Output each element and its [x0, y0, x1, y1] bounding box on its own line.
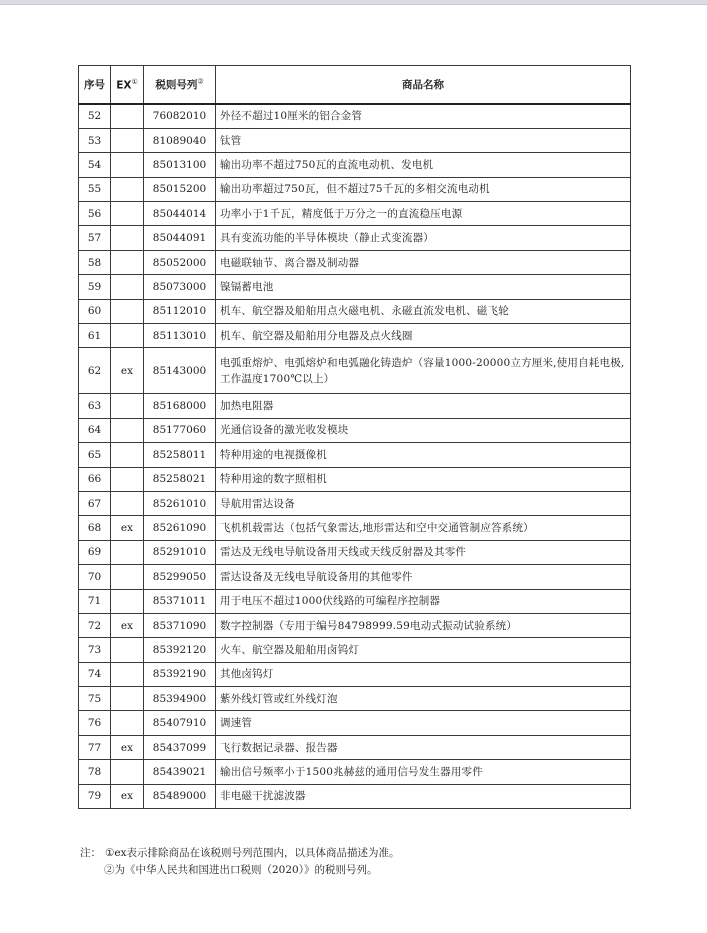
- cell-serial-no: 67: [79, 491, 111, 515]
- table-row: [79, 250, 631, 274]
- cell-serial-no: 62: [79, 348, 111, 394]
- table-body: [79, 104, 631, 809]
- footnote-2: ②为《中华人民共和国进出口税则（2020）》的税则号列。: [104, 864, 378, 876]
- table-row: [79, 324, 631, 348]
- table-row: [79, 202, 631, 226]
- cell-goods-name: 输出功率不超过750瓦的直流电动机、发电机: [216, 153, 631, 177]
- table-row: [79, 299, 631, 323]
- cell-ex: [111, 540, 144, 564]
- table-row: [79, 153, 631, 177]
- cell-goods-name: 紫外线灯管或红外线灯泡: [216, 687, 631, 711]
- cell-tariff-code: 85407910: [144, 711, 216, 735]
- cell-ex: [111, 299, 144, 323]
- table-row: [79, 177, 631, 201]
- cell-ex: [111, 104, 144, 128]
- cell-ex: ex: [111, 784, 144, 808]
- cell-goods-name: 飞行数据记录器、报告器: [216, 735, 631, 759]
- table-row: [79, 662, 631, 686]
- table-row: [79, 275, 631, 299]
- cell-ex: [111, 177, 144, 201]
- cell-goods-name: 功率小于1千瓦，精度低于万分之一的直流稳压电源: [216, 202, 631, 226]
- cell-ex: [111, 491, 144, 515]
- table-row: [79, 516, 631, 540]
- cell-ex: [111, 226, 144, 250]
- table-row: [79, 418, 631, 442]
- cell-serial-no: 57: [79, 226, 111, 250]
- table-row: [79, 711, 631, 735]
- cell-ex: [111, 662, 144, 686]
- cell-goods-name: 雷达设备及无线电导航设备用的其他零件: [216, 565, 631, 589]
- cell-ex: [111, 687, 144, 711]
- cell-serial-no: 52: [79, 104, 111, 128]
- table-row: [79, 226, 631, 250]
- cell-goods-name: 加热电阻器: [216, 394, 631, 418]
- cell-goods-name: 机车、航空器及船舶用分电器及点火线圈: [216, 324, 631, 348]
- cell-tariff-code: 85437099: [144, 735, 216, 759]
- cell-tariff-code: 76082010: [144, 104, 216, 128]
- cell-tariff-code: 85113010: [144, 324, 216, 348]
- cell-ex: [111, 202, 144, 226]
- table-row: [79, 613, 631, 637]
- cell-serial-no: 54: [79, 153, 111, 177]
- cell-serial-no: 72: [79, 613, 111, 637]
- cell-serial-no: 75: [79, 687, 111, 711]
- cell-tariff-code: 85044091: [144, 226, 216, 250]
- cell-goods-name: 输出功率超过750瓦，但不超过75千瓦的多相交流电动机: [216, 177, 631, 201]
- table-row: [79, 443, 631, 467]
- document-page: [0, 5, 707, 933]
- cell-tariff-code: 85261090: [144, 516, 216, 540]
- cell-tariff-code: 85013100: [144, 153, 216, 177]
- cell-goods-name: 电磁联轴节、离合器及制动器: [216, 250, 631, 274]
- cell-ex: ex: [111, 348, 144, 394]
- cell-tariff-code: 85168000: [144, 394, 216, 418]
- cell-tariff-code: 85261010: [144, 491, 216, 515]
- cell-goods-name: 具有变流功能的半导体模块（静止式变流器）: [216, 226, 631, 250]
- cell-tariff-code: 85299050: [144, 565, 216, 589]
- cell-goods-name: 调速管: [216, 711, 631, 735]
- table-row: [79, 128, 631, 152]
- cell-serial-no: 74: [79, 662, 111, 686]
- cell-tariff-code: 85112010: [144, 299, 216, 323]
- cell-tariff-code: 85392120: [144, 638, 216, 662]
- cell-serial-no: 76: [79, 711, 111, 735]
- table-row: [79, 760, 631, 784]
- header-goods-name: 商品名称: [216, 66, 631, 105]
- cell-serial-no: 64: [79, 418, 111, 442]
- cell-tariff-code: 85143000: [144, 348, 216, 394]
- cell-tariff-code: 85177060: [144, 418, 216, 442]
- cell-goods-name: 数字控制器（专用于编号84798999.59电动式振动试验系统）: [216, 613, 631, 637]
- table-row: [79, 491, 631, 515]
- cell-tariff-code: 85392190: [144, 662, 216, 686]
- table-row: [79, 687, 631, 711]
- cell-tariff-code: 85371011: [144, 589, 216, 613]
- cell-serial-no: 79: [79, 784, 111, 808]
- cell-goods-name: 飞机机载雷达（包括气象雷达,地形雷达和空中交通管制应答系统）: [216, 516, 631, 540]
- cell-ex: [111, 589, 144, 613]
- cell-goods-name: 用于电压不超过1000伏线路的可编程序控制器: [216, 589, 631, 613]
- table-row: [79, 104, 631, 128]
- cell-goods-name: 机车、航空器及船舶用点火磁电机、永磁直流发电机、磁飞轮: [216, 299, 631, 323]
- cell-goods-name: 钛管: [216, 128, 631, 152]
- cell-ex: ex: [111, 516, 144, 540]
- table-header-row: [79, 66, 631, 105]
- cell-serial-no: 53: [79, 128, 111, 152]
- cell-ex: ex: [111, 735, 144, 759]
- cell-ex: [111, 638, 144, 662]
- table-row: [79, 638, 631, 662]
- cell-goods-name: 导航用雷达设备: [216, 491, 631, 515]
- cell-serial-no: 69: [79, 540, 111, 564]
- cell-tariff-code: 85044014: [144, 202, 216, 226]
- cell-ex: ex: [111, 613, 144, 637]
- table-row: [79, 394, 631, 418]
- cell-serial-no: 61: [79, 324, 111, 348]
- cell-serial-no: 66: [79, 467, 111, 491]
- cell-ex: [111, 250, 144, 274]
- cell-tariff-code: 85394900: [144, 687, 216, 711]
- cell-goods-name: 雷达及无线电导航设备用天线或天线反射器及其零件: [216, 540, 631, 564]
- cell-goods-name: 光通信设备的激光收发模块: [216, 418, 631, 442]
- cell-ex: [111, 565, 144, 589]
- cell-goods-name: 其他卤钨灯: [216, 662, 631, 686]
- cell-serial-no: 55: [79, 177, 111, 201]
- table-row: [79, 589, 631, 613]
- cell-goods-name: 特种用途的电视摄像机: [216, 443, 631, 467]
- footnotes: [80, 845, 400, 879]
- cell-serial-no: 63: [79, 394, 111, 418]
- table-row: [79, 784, 631, 808]
- cell-tariff-code: 85015200: [144, 177, 216, 201]
- cell-goods-name: 特种用途的数字照相机: [216, 467, 631, 491]
- cell-goods-name: 电弧重熔炉、电弧熔炉和电弧融化铸造炉（容量1000-20000立方厘米,使用自耗电极,工作温度1700℃以上）: [216, 348, 631, 394]
- cell-serial-no: 59: [79, 275, 111, 299]
- cell-tariff-code: 85371090: [144, 613, 216, 637]
- cell-goods-name: 非电磁干扰滤波器: [216, 784, 631, 808]
- header-serial-no: 序号: [79, 66, 111, 105]
- cell-serial-no: 70: [79, 565, 111, 589]
- cell-serial-no: 78: [79, 760, 111, 784]
- cell-tariff-code: 85291010: [144, 540, 216, 564]
- cell-serial-no: 58: [79, 250, 111, 274]
- cell-ex: [111, 324, 144, 348]
- header-tariff-code: 税则号列②: [144, 66, 216, 105]
- cell-goods-name: 输出信号频率小于1500兆赫兹的通用信号发生器用零件: [216, 760, 631, 784]
- cell-ex: [111, 443, 144, 467]
- cell-ex: [111, 711, 144, 735]
- table-row: [79, 735, 631, 759]
- footnote-1: 注： ①ex表示排除商品在该税则号列范围内，以具体商品描述为准。: [80, 847, 400, 859]
- cell-ex: [111, 394, 144, 418]
- table-row: [79, 467, 631, 491]
- cell-tariff-code: 85073000: [144, 275, 216, 299]
- cell-tariff-code: 85258021: [144, 467, 216, 491]
- cell-tariff-code: 85052000: [144, 250, 216, 274]
- cell-tariff-code: 81089040: [144, 128, 216, 152]
- cell-serial-no: 65: [79, 443, 111, 467]
- table-row: [79, 348, 631, 394]
- cell-serial-no: 68: [79, 516, 111, 540]
- cell-serial-no: 56: [79, 202, 111, 226]
- cell-ex: [111, 153, 144, 177]
- cell-serial-no: 77: [79, 735, 111, 759]
- cell-tariff-code: 85489000: [144, 784, 216, 808]
- cell-ex: [111, 418, 144, 442]
- header-ex: EX①: [111, 66, 144, 105]
- cell-goods-name: 外径不超过10厘米的铝合金管: [216, 104, 631, 128]
- cell-tariff-code: 85258011: [144, 443, 216, 467]
- cell-serial-no: 60: [79, 299, 111, 323]
- cell-ex: [111, 128, 144, 152]
- cell-tariff-code: 85439021: [144, 760, 216, 784]
- cell-goods-name: 火车、航空器及船舶用卤钨灯: [216, 638, 631, 662]
- cell-goods-name: 镍镉蓄电池: [216, 275, 631, 299]
- cell-ex: [111, 760, 144, 784]
- cell-serial-no: 71: [79, 589, 111, 613]
- cell-ex: [111, 467, 144, 491]
- cell-serial-no: 73: [79, 638, 111, 662]
- table-row: [79, 565, 631, 589]
- cell-ex: [111, 275, 144, 299]
- goods-table: [78, 65, 631, 809]
- table-row: [79, 540, 631, 564]
